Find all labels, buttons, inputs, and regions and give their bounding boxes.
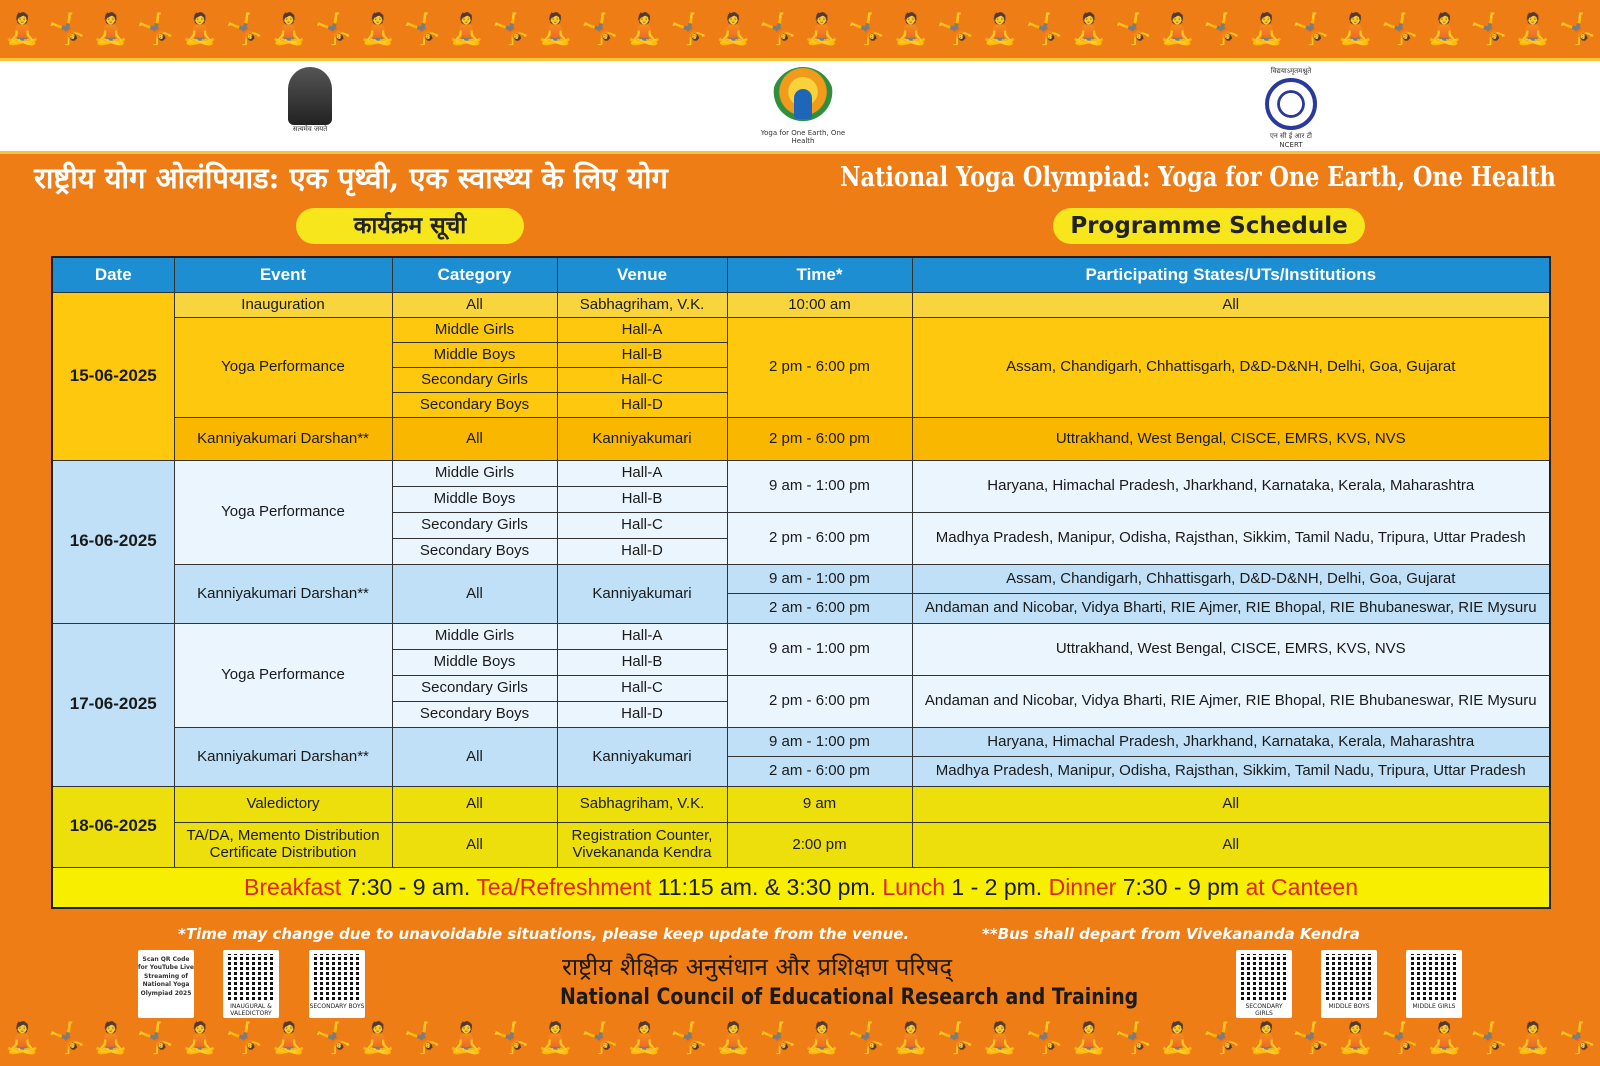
table-row: Kanniyakumari Darshan** All Kanniyakumari 9 am - 1:00 pm Assam, Chandigarh, Chhattisgarh, D&D-D&NH, Delhi, Goa, Gujarat: [52, 565, 1550, 594]
yoga-pose-icon: 🧘: [3, 11, 41, 47]
time-note: *Time may change due to unavoidable situations, please keep update from the venue.: [178, 925, 910, 943]
ncert-logo: विद्ययाऽमृतमश्नुते एन सी ई आर टी NCERT: [1258, 67, 1324, 149]
yoga-pose-border-bottom: [0, 1013, 1600, 1063]
col-venue: Venue: [557, 257, 727, 292]
yoga-pose-icon: 🤸: [1025, 1020, 1063, 1056]
col-participants: Participating States/UTs/Institutions: [912, 257, 1550, 292]
yoga-pose-icon: 🤸: [1203, 1020, 1241, 1056]
schedule-label-english: Programme Schedule: [1053, 208, 1365, 244]
yoga-pose-icon: 🧘: [1336, 11, 1375, 47]
yoga-pose-icon: 🤸: [225, 1020, 264, 1056]
yoga-pose-icon: 🧘: [1070, 11, 1108, 47]
yoga-pose-icon: 🤸: [1469, 1020, 1508, 1056]
table-row: Middle Boys Hall-B: [52, 486, 1550, 512]
yoga-pose-icon: 🧘: [359, 1020, 397, 1056]
schedule-label-hindi: कार्यक्रम सूची: [296, 208, 524, 244]
yoga-pose-icon: 🤸: [1292, 1020, 1330, 1056]
yoga-pose-icon: 🧘: [981, 1020, 1019, 1056]
yoga-pose-icon: 🧘: [1336, 1020, 1375, 1056]
qr-icon: [1411, 954, 1457, 1000]
yoga-pose-icon: 🤸: [1381, 11, 1419, 47]
yoga-pose-icon: 🤸: [758, 11, 797, 47]
table-row: Secondary Girls Hall-C: [52, 368, 1550, 393]
table-row: Middle Boys Hall-B: [52, 649, 1550, 675]
yoga-pose-icon: 🤸: [936, 11, 975, 47]
table-row: Secondary Girls Hall-C 2 pm - 6:00 pm Madhya Pradesh, Manipur, Odisha, Rajsthan, Sikkim, Tamil Nadu, Tripura, Uttar Pradesh: [52, 512, 1550, 538]
yoga-pose-icon: 🤸: [47, 1020, 86, 1056]
col-event: Event: [174, 257, 392, 292]
qr-code-secondary-boys[interactable]: SECONDARY BOYS: [309, 950, 365, 1018]
yoga-pose-icon: 🧘: [1247, 1020, 1286, 1056]
qr-icon: [314, 954, 360, 1000]
yoga-pose-icon: 🤸: [847, 11, 886, 47]
bus-note: **Bus shall depart from Vivekananda Kendra: [982, 925, 1360, 943]
yoga-pose-icon: 🤸: [492, 1020, 530, 1056]
yoga-pose-icon: 🧘: [92, 11, 130, 47]
ncert-name-english: National Council of Educational Research and Training: [560, 985, 1139, 1010]
yoga-pose-icon: 🧘: [625, 1020, 664, 1056]
logo-strip: [0, 58, 1600, 154]
yoga-pose-icon: 🤸: [136, 1020, 175, 1056]
table-header-row: [52, 257, 1550, 292]
table-row: 2 am - 6:00 pm Andaman and Nicobar, Vidya Bharti, RIE Ajmer, RIE Bhopal, RIE Bhubaneswar, RIE Mysuru: [52, 594, 1550, 623]
yoga-pose-icon: 🤸: [1381, 1020, 1419, 1056]
yoga-pose-icon: 🧘: [1070, 1020, 1108, 1056]
yoga-pose-icon: 🤸: [225, 11, 264, 47]
table-row: Secondary Boys Hall-D: [52, 539, 1550, 565]
title-english: National Yoga Olympiad: Yoga for One Earth, One Health: [840, 162, 1556, 193]
yoga-pose-icon: 🧘: [1158, 1020, 1197, 1056]
meals-row: Breakfast 7:30 - 9 am. Tea/Refreshment 11:15 am. & 3:30 pm. Lunch 1 - 2 pm. Dinner 7:30 - 9 pm at Canteen: [52, 868, 1550, 908]
col-time: Time*: [727, 257, 912, 292]
table-row: 16-06-2025 Yoga Performance Middle Girls Hall-A 9 am - 1:00 pm Haryana, Himachal Pradesh, Jharkhand, Karnataka, Kerala, Maharashtra: [52, 460, 1550, 486]
qr-code-inaugural[interactable]: INAUGURAL & VALEDICTORY: [223, 950, 279, 1018]
ncert-name-hindi: राष्ट्रीय शैक्षिक अनुसंधान और प्रशिक्षण परिषद्: [562, 953, 953, 981]
yoga-pose-icon: 🧘: [981, 11, 1019, 47]
yoga-pose-icon: 🤸: [1114, 11, 1152, 47]
yoga-pose-icon: 🧘: [536, 11, 575, 47]
yoga-pose-icon: 🧘: [714, 11, 752, 47]
yoga-pose-icon: 🧘: [447, 11, 486, 47]
yoga-day-logo: Yoga for One Earth, One Health: [758, 67, 848, 145]
yoga-pose-icon: 🤸: [314, 11, 352, 47]
yoga-pose-icon: 🧘: [181, 1020, 219, 1056]
yoga-pose-icon: 🧘: [1425, 11, 1463, 47]
yoga-pose-icon: 🧘: [92, 1020, 130, 1056]
yoga-pose-icon: 🤸: [670, 1020, 708, 1056]
yoga-pose-icon: 🤸: [1558, 1020, 1597, 1056]
col-date: Date: [52, 257, 174, 292]
yoga-pose-icon: 🧘: [181, 11, 219, 47]
yoga-pose-icon: 🧘: [1158, 11, 1197, 47]
yoga-pose-icon: 🤸: [136, 11, 175, 47]
qr-intro-card: Scan QR Code for YouTube Live Streaming of National Yoga Olympiad 2025: [138, 950, 194, 1018]
yoga-pose-icon: 🧘: [892, 11, 930, 47]
date-cell: 17-06-2025: [52, 623, 174, 786]
table-row: Kanniyakumari Darshan** All Kanniyakumari 2 pm - 6:00 pm Uttrakhand, West Bengal, CISCE, EMRS, KVS, NVS: [52, 418, 1550, 460]
qr-code-middle-boys[interactable]: MIDDLE BOYS: [1321, 950, 1377, 1018]
yoga-pose-icon: 🤸: [492, 11, 530, 47]
table-row: Secondary Boys Hall-D: [52, 393, 1550, 418]
yoga-pose-icon: 🤸: [847, 1020, 886, 1056]
yoga-pose-icon: 🤸: [314, 1020, 352, 1056]
qr-icon: [1241, 954, 1287, 1000]
date-cell: 18-06-2025: [52, 786, 174, 867]
yoga-pose-icon: 🤸: [936, 1020, 975, 1056]
date-cell: 15-06-2025: [52, 292, 174, 460]
yoga-logo-icon: [772, 67, 834, 129]
ncert-icon: [1265, 78, 1317, 130]
date-cell: 16-06-2025: [52, 460, 174, 623]
schedule-table: [51, 256, 1551, 909]
yoga-pose-icon: 🤸: [403, 1020, 441, 1056]
yoga-pose-icon: 🧘: [3, 1020, 41, 1056]
yoga-pose-icon: 🧘: [892, 1020, 930, 1056]
title-hindi: राष्ट्रीय योग ओलंपियाड: एक पृथ्वी, एक स्वास्थ्य के लिए योग: [34, 161, 668, 195]
yoga-pose-icon: 🤸: [1203, 11, 1241, 47]
emblem-icon: [288, 67, 332, 125]
yoga-pose-icon: 🤸: [581, 1020, 619, 1056]
yoga-pose-icon: 🧘: [1514, 1020, 1552, 1056]
yoga-pose-icon: 🤸: [1025, 11, 1063, 47]
yoga-pose-icon: 🧘: [803, 11, 841, 47]
qr-code-middle-girls[interactable]: MIDDLE GIRLS: [1406, 950, 1462, 1018]
yoga-pose-icon: 🤸: [758, 1020, 797, 1056]
yoga-pose-icon: 🤸: [1469, 11, 1508, 47]
table-row: 2 am - 6:00 pm Madhya Pradesh, Manipur, Odisha, Rajsthan, Sikkim, Tamil Nadu, Tripura, Uttar Pradesh: [52, 757, 1550, 786]
yoga-pose-icon: 🧘: [447, 1020, 486, 1056]
table-row: Yoga Performance Middle Girls Hall-A 2 pm - 6:00 pm Assam, Chandigarh, Chhattisgarh, D&D-D&NH, Delhi, Goa, Gujarat: [52, 317, 1550, 342]
table-row: 17-06-2025 Yoga Performance Middle Girls Hall-A 9 am - 1:00 pm Uttrakhand, West Bengal, CISCE, EMRS, KVS, NVS: [52, 623, 1550, 649]
yoga-pose-icon: 🤸: [581, 11, 619, 47]
yoga-pose-icon: 🧘: [625, 11, 664, 47]
yoga-pose-icon: 🧘: [1514, 11, 1552, 47]
col-category: Category: [392, 257, 557, 292]
yoga-pose-icon: 🤸: [47, 11, 86, 47]
yoga-pose-icon: 🧘: [714, 1020, 752, 1056]
qr-icon: [1326, 954, 1372, 1000]
yoga-pose-icon: 🧘: [270, 11, 308, 47]
table-row: Secondary Boys Hall-D: [52, 702, 1550, 728]
yoga-pose-icon: 🤸: [403, 11, 441, 47]
table-row: 15-06-2025 Inauguration All Sabhagriham, V.K. 10:00 am All: [52, 292, 1550, 317]
table-row: TA/DA, Memento Distribution Certificate Distribution All Registration Counter, Vivekananda Kendra 2:00 pm All: [52, 822, 1550, 867]
yoga-pose-icon: 🧘: [270, 1020, 308, 1056]
yoga-pose-icon: 🧘: [803, 1020, 841, 1056]
table-row: Secondary Girls Hall-C 2 pm - 6:00 pm Andaman and Nicobar, Vidya Bharti, RIE Ajmer, RIE Bhopal, RIE Bhubaneswar, RIE Mysuru: [52, 675, 1550, 701]
yoga-pose-icon: 🤸: [1114, 1020, 1152, 1056]
table-row: 18-06-2025 Valedictory All Sabhagriham, V.K. 9 am All: [52, 786, 1550, 822]
qr-icon: [228, 954, 274, 1000]
table-row: Kanniyakumari Darshan** All Kanniyakumari 9 am - 1:00 pm Haryana, Himachal Pradesh, Jharkhand, Karnataka, Kerala, Maharashtra: [52, 728, 1550, 757]
yoga-pose-icon: 🧘: [1425, 1020, 1463, 1056]
table-row: Middle Boys Hall-B: [52, 342, 1550, 367]
yoga-pose-icon: 🧘: [536, 1020, 575, 1056]
yoga-pose-icon: 🤸: [1558, 11, 1597, 47]
yoga-pose-border-top: [0, 4, 1600, 54]
qr-code-secondary-girls[interactable]: SECONDARY GIRLS: [1236, 950, 1292, 1018]
yoga-pose-icon: 🤸: [1292, 11, 1330, 47]
yoga-pose-icon: 🧘: [1247, 11, 1286, 47]
yoga-pose-icon: 🧘: [359, 11, 397, 47]
yoga-pose-icon: 🤸: [670, 11, 708, 47]
national-emblem: सत्यमेव जयते: [280, 67, 340, 134]
